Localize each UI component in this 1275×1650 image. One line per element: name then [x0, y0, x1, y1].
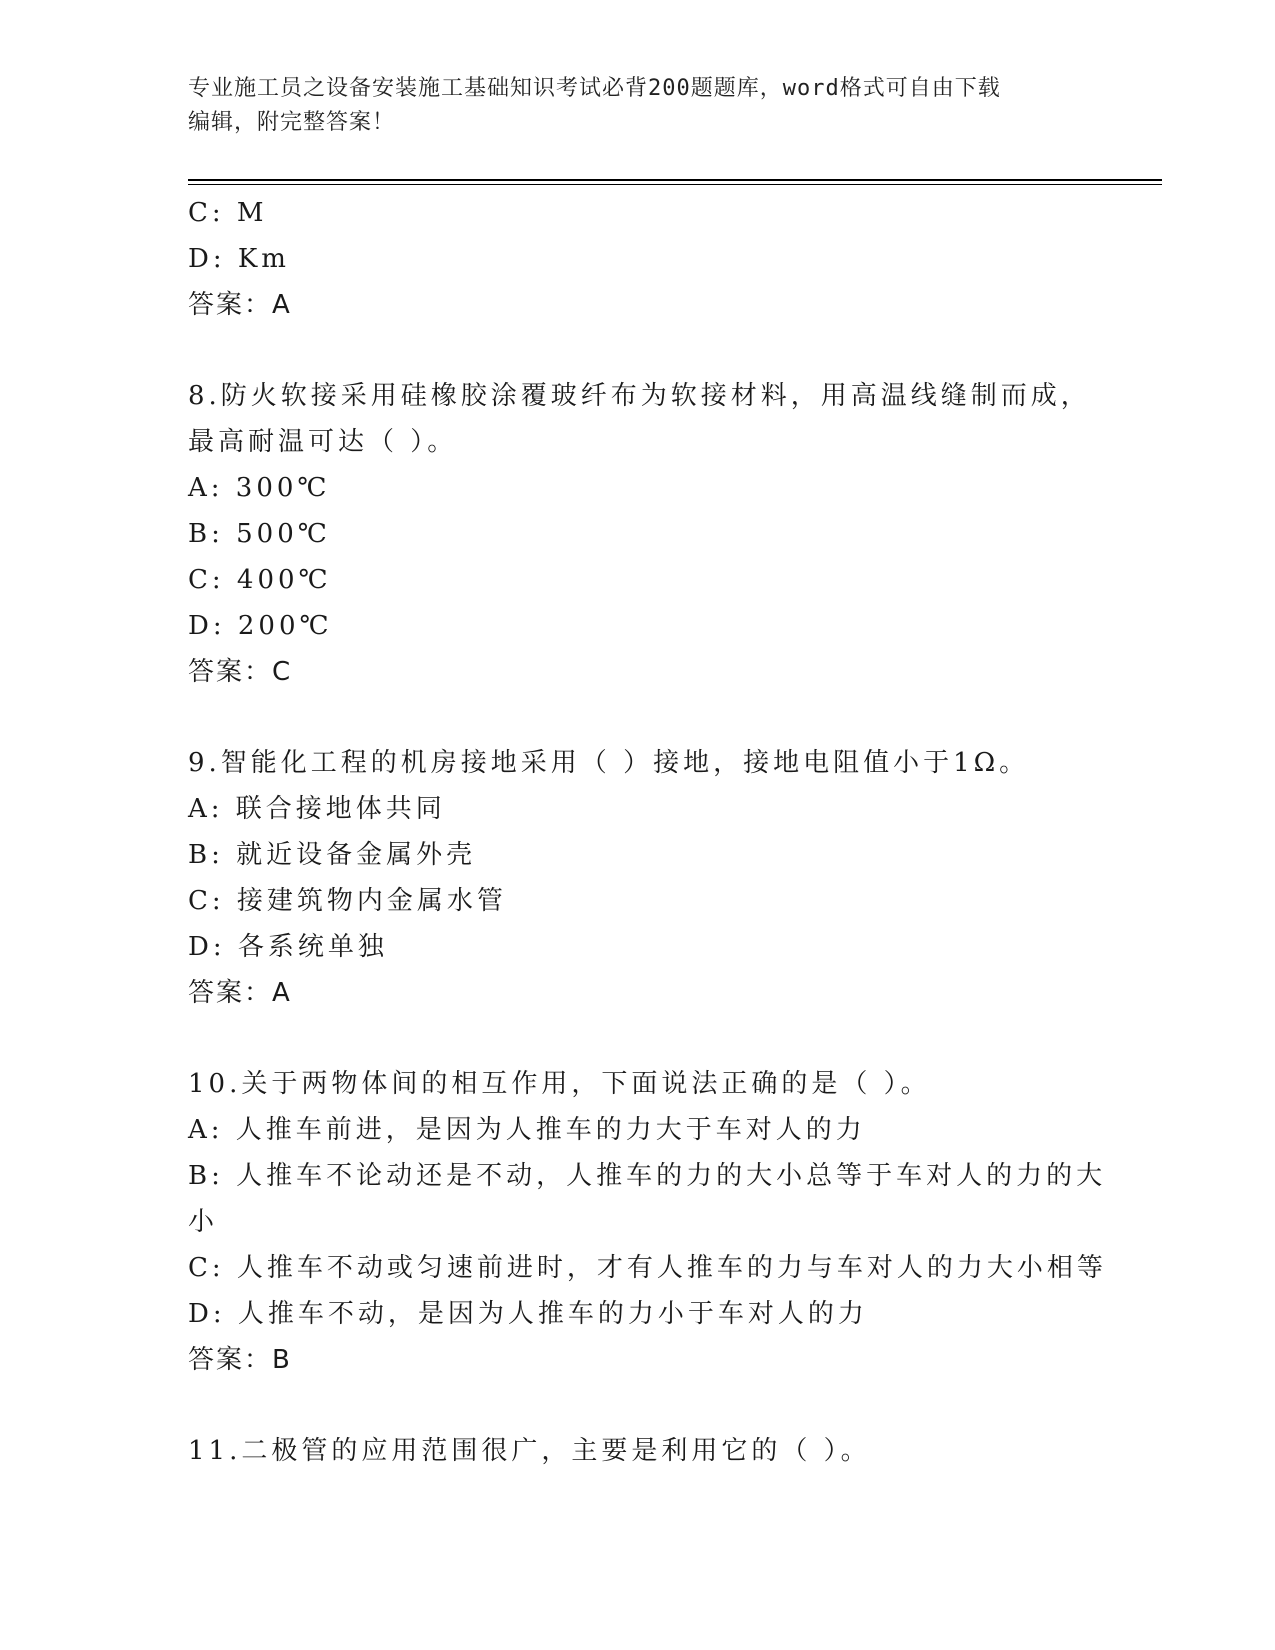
question-list: [188, 190, 1107, 1474]
answer-label: 答案：B: [188, 1345, 292, 1375]
question-stem: 11.二极管的应用范围很广，主要是利用它的（ ）。: [188, 1436, 871, 1466]
option-b: B: 人推车不论动还是不动，人推车的力的大小总等于车对人的力的大: [188, 1161, 1107, 1191]
question-11: [188, 1428, 1088, 1474]
option-b-cont: 小: [188, 1207, 219, 1237]
option-c: C: 400℃: [188, 565, 332, 595]
option-d: D: 200℃: [188, 611, 333, 641]
option-c: C: 人推车不动或匀速前进时，才有人推车的力与车对人的力大小相等: [188, 1253, 1107, 1283]
question-stem-cont: 最高耐温可达（ ）。: [188, 427, 458, 457]
option-d: D: Km: [188, 244, 290, 274]
option-b: B: 500℃: [188, 519, 331, 549]
answer-label: 答案：A: [188, 290, 292, 320]
answer-label: 答案：C: [188, 657, 293, 687]
option-c: C: 接建筑物内金属水管: [188, 886, 507, 916]
header-rule-thick: [188, 179, 1162, 181]
option-a: A: 联合接地体共同: [188, 794, 446, 824]
question-stem: 9.智能化工程的机房接地采用（ ）接地，接地电阻值小于1Ω。: [188, 748, 1030, 778]
question-8: [188, 373, 1091, 695]
option-d: D: 人推车不动，是因为人推车的力小于车对人的力: [188, 1299, 868, 1329]
option-c: C: M: [188, 198, 268, 228]
option-a: A: 人推车前进，是因为人推车的力大于车对人的力: [188, 1115, 866, 1145]
question-stem: 8.防火软接采用硅橡胶涂覆玻纤布为软接材料，用高温线缝制而成，: [188, 381, 1091, 411]
document-header: [188, 72, 1068, 140]
answer-label: 答案：A: [188, 978, 292, 1008]
option-d: D: 各系统单独: [188, 932, 388, 962]
question-stem: 10.关于两物体间的相互作用，下面说法正确的是（ ）。: [188, 1069, 931, 1099]
header-rule-thin: [188, 184, 1162, 185]
header-line-2: 编辑，附完整答案！: [188, 110, 396, 135]
option-a: A: 300℃: [188, 473, 331, 503]
question-9: [188, 740, 1088, 1016]
question-7: [188, 190, 1088, 328]
header-line-1: 专业施工员之设备安装施工基础知识考试必背200题题库，word格式可自由下载: [188, 76, 1001, 101]
question-10: [188, 1061, 1107, 1383]
option-b: B: 就近设备金属外壳: [188, 840, 477, 870]
